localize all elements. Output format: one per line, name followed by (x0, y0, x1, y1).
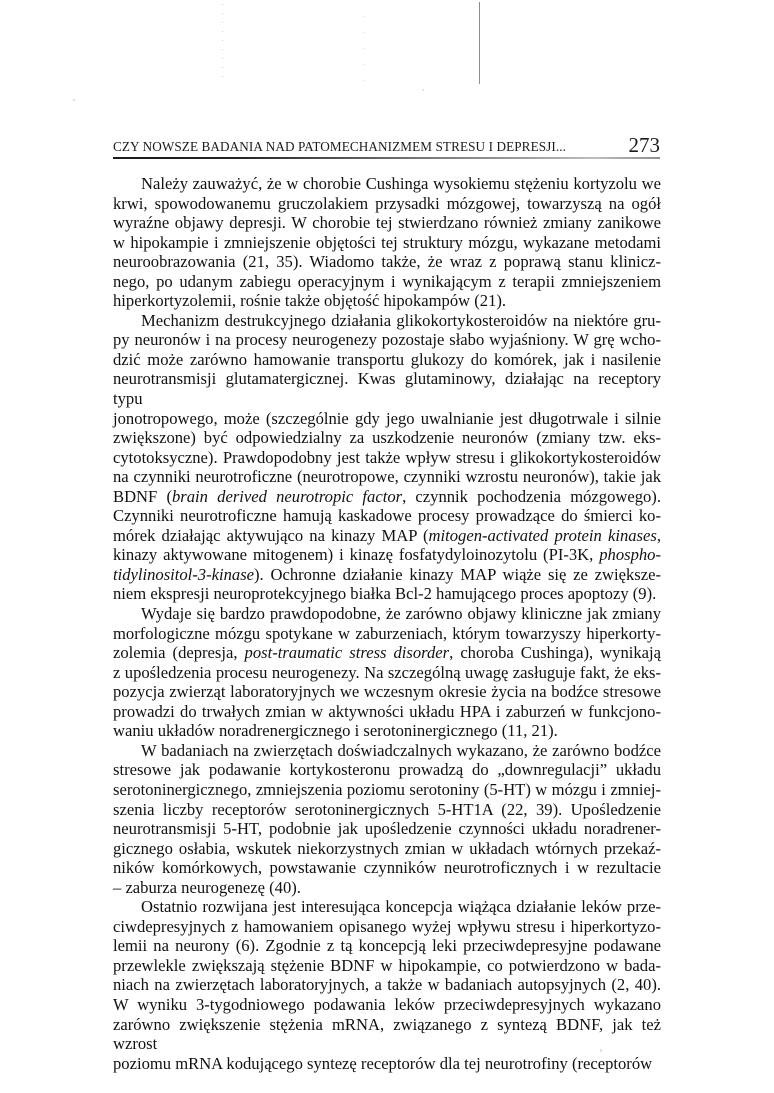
paragraph-para-ostatnio (113, 897, 666, 1073)
text-line: poziomu mRNA kodującego syntezę receptorów dla tej neurotrofiny (receptorów (113, 1053, 653, 1073)
text-line: jonotropowego, może (szczególnie gdy jego uwalnianie jest długotrwale i silnie (113, 408, 661, 428)
text-line: zwiększone) być odpowiedzialny za uszkodzenie neuronów (zmiany tzw. eks- (113, 428, 661, 448)
text-line: niach na zwierzętach laboratoryjnych, a także w badaniach autopsyjnych (2, 40). (113, 975, 661, 995)
text-line: neuroobrazowania (21, 35). Wiadomo także, że wraz z poprawą stanu klinicz- (113, 252, 661, 272)
text-line: w hipokampie i zmniejszenie objętości tej struktury mózgu, wykazane metodami (113, 232, 661, 252)
text-line: na czynniki neurotroficzne (neurotropowe, czynniki wzrostu neuronów), takie jak (113, 467, 661, 487)
text-line: prowadzi do trwałych zmian w aktywności układu HPA i zaburzeń w funkcjono- (113, 701, 661, 721)
text-line: dzić może zarówno hamowanie transportu glukozy do komórek, jak i nasilenie (113, 349, 661, 369)
text-line: z upośledzenia procesu neurogenezy. Na szczególną uwagę zasługuje fakt, że eks- (113, 662, 661, 682)
text-line: gicznego osłabia, wskutek niekorzystnych zmian w układach wtórnych przekaź- (113, 838, 661, 858)
paragraph-para-cushing (113, 174, 661, 311)
paragraph-para-mechanizm (113, 310, 666, 604)
text-line: szenia liczby receptorów serotoninergicznych 5-HT1A (22, 39). Upośledzenie (113, 799, 661, 819)
running-head-title: CZY NOWSZE BADANIA NAD PATOMECHANIZMEM STRESU I DEPRESJI... (113, 139, 567, 154)
text-line: BDNF (brain derived neurotropic factor, czynnik pochodzenia mózgowego). (113, 486, 661, 506)
text-line: krwi, spowodowanemu gruczolakiem przysadki mózgowej, towarzyszą na ogół (113, 193, 661, 213)
text-line: waniu układów noradrenergicznego i serotoninergicznego (11, 21). (113, 721, 558, 741)
text-line: ników komórkowych, powstawanie czynników neurotroficznych i w rezultacie (113, 858, 661, 878)
text-line: mórek działając aktywująco na kinazy MAP (mitogen-activated protein kinases, (113, 525, 661, 545)
text-line: neurotransmisji glutamatergicznej. Kwas glutaminowy, działając na receptory typu (113, 369, 666, 409)
text-line: pozycja zwierząt laboratoryjnych we wczesnym okresie życia na bodźce stresowe (113, 682, 661, 702)
text-line: Mechanizm destrukcyjnego działania glikokortykosteroidów na niektóre gru- (141, 310, 661, 330)
text-line: przewlekle zwiększają stężenie BDNF w hipokampie, co potwierdzono w bada- (113, 955, 661, 975)
text-line: lemii na neurony (6). Zgodnie z tą koncepcją leki przeciwdepresyjne podawane (113, 936, 661, 956)
paragraph-para-badania (113, 741, 661, 897)
running-head (113, 133, 660, 160)
text-line: W wyniku 3-tygodniowego podawania leków przeciwdepresyjnych wykazano (113, 994, 661, 1014)
scan-artifact-dotted-line-center (363, 16, 364, 86)
text-line: zolemia (depresja, post-traumatic stress disorder, choroba Cushinga), wynikają (113, 643, 662, 663)
text-line: serotoninergicznego, zmniejszenia poziomu serotoniny (5-HT) w mózgu i zmniej- (113, 779, 661, 799)
text-line: Czynniki neurotroficzne hamują kaskadowe procesy prowadzące do śmierci ko- (113, 506, 661, 526)
text-line: Należy zauważyć, że w chorobie Cushinga wysokiemu stężeniu kortyzolu we (141, 174, 661, 193)
text-line: hiperkortyzolemii, rośnie także objętość hipokampów (21). (113, 291, 507, 311)
body-text-column (113, 174, 666, 1073)
text-line: Wydaje się bardzo prawdopodobne, że zarówno objawy kliniczne jak zmiany (141, 604, 661, 624)
text-line: niem ekspresji neuroprotekcyjnego białka Bcl-2 hamującego proces apoptozy (9). (113, 584, 657, 604)
text-line: tidylinositol-3-kinase). Ochronne działanie kinazy MAP wiąże się ze zwiększe- (113, 564, 661, 584)
scan-artifact-vertical-line (479, 2, 480, 84)
running-head-rule (113, 157, 660, 159)
scan-artifact-speck-upper-center (422, 89, 424, 91)
text-line: neurotransmisji 5-HT, podobnie jak upośledzenie czynności układu noradrener- (113, 819, 661, 839)
text-line: kinazy aktywowane mitogenem) i kinazę fosfatydyloinozytolu (PI-3K, phospho- (113, 545, 661, 565)
text-line: wyraźne objawy depresji. W chorobie tej stwierdzano również zmiany zanikowe (113, 213, 661, 233)
text-line: py neuronów i na procesy neurogenezy pozostaje słabo wyjaśniony. W grę wcho- (113, 330, 661, 350)
text-line: – zaburza neurogenezę (40). (113, 877, 301, 897)
text-line: ciwdepresyjnych z hamowaniem opisanego wyżej wpływu stresu i hiperkortyzo- (113, 916, 661, 936)
text-line: zarówno zwiększenie stężenia mRNA, związanego z syntezą BDNF, jak też wzrost (113, 1014, 666, 1054)
page-number: 273 (628, 133, 660, 157)
text-line: cytotoksyczne). Prawdopodobny jest także wpływ stresu i glikokortykosteroidów (113, 447, 661, 467)
text-line: nego, po udanym zabiegu operacyjnym i wynikającym z terapii zmniejszeniem (113, 271, 661, 291)
text-line: stresowe jak podawanie kortykosteronu prowadzą do „downregulacji” układu (113, 760, 661, 780)
scan-artifact-speck-upper-left (73, 99, 75, 101)
text-line: Ostatnio rozwijana jest interesująca koncepcja wiążąca działanie leków prze- (141, 897, 661, 917)
text-line: morfologiczne mózgu spotykane w zaburzeniach, którym towarzyszy hiperkorty- (113, 623, 661, 643)
scan-artifact-dotted-line-left (222, 4, 223, 84)
paragraph-para-wydaje (113, 604, 661, 741)
text-line: W badaniach na zwierzętach doświadczalnych wykazano, że zarówno bodźce (141, 740, 661, 760)
